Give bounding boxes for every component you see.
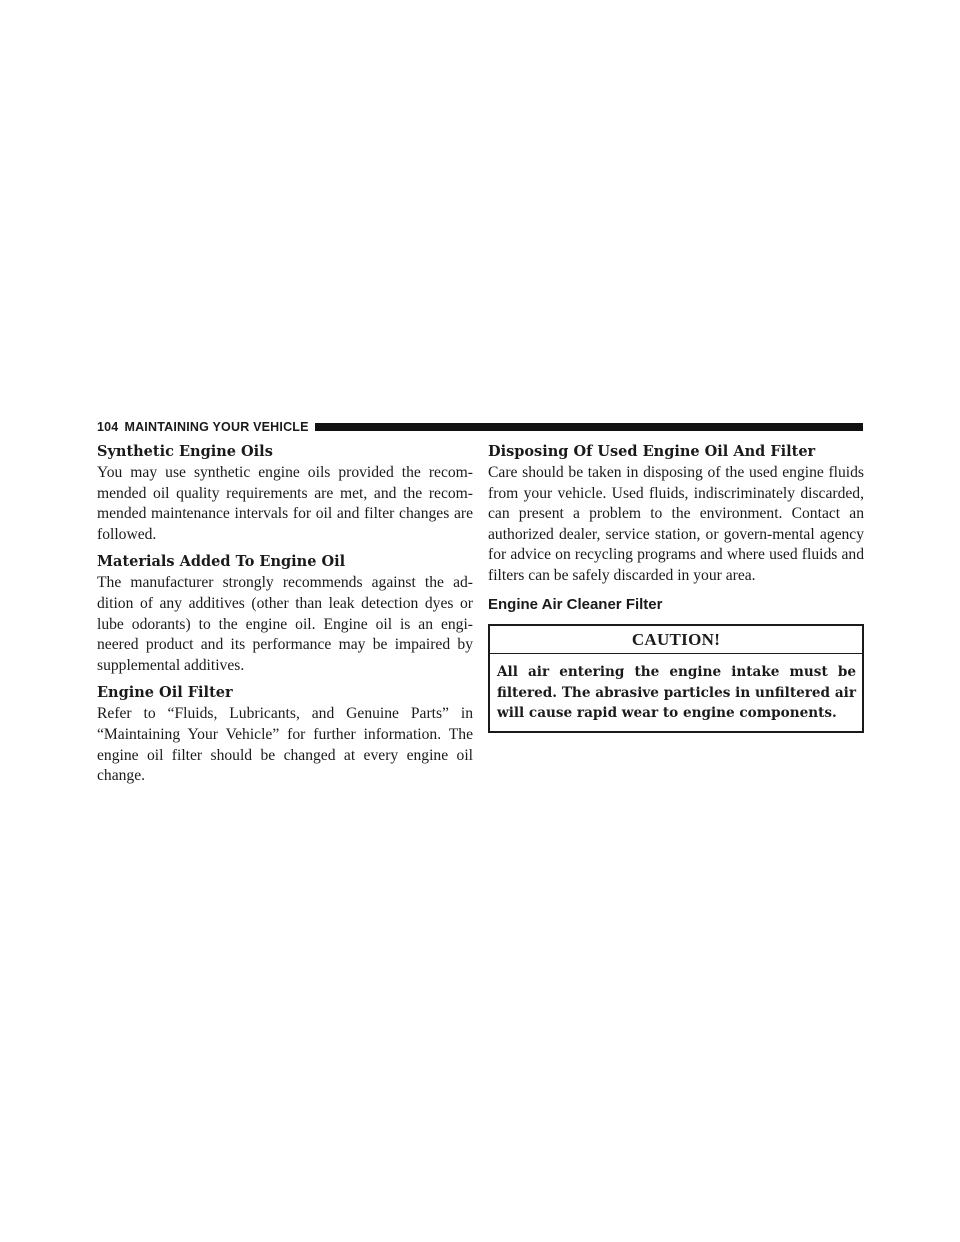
- paragraph-materials-added: The manufacturer strongly recommends against the ad-dition of any additives (other than leak detection dyes or lube odorants) to the engine oil. Engine oil is an engi-neered product and its performance may be impaired by supplemental additives.: [97, 574, 473, 674]
- left-column: [97, 442, 473, 794]
- heading-air-cleaner-filter: Engine Air Cleaner Filter: [488, 595, 663, 613]
- heading-materials-added: Materials Added To Engine Oil: [97, 553, 346, 571]
- section-title: MAINTAINING YOUR VEHICLE: [124, 420, 309, 434]
- paragraph-disposing-oil: Care should be taken in disposing of the used engine fluids from your vehicle. Used fluids, indiscriminately discarded, can present a problem to the environment. Contact an authorized dealer, service station, or govern-mental agency for advice on recycling programs and where used fluids and filters can be safely discarded in your area.: [488, 464, 864, 584]
- caution-body: All air entering the engine intake must be filtered. The abrasive particles in unfiltered air will cause rapid wear to engine components.: [497, 664, 856, 722]
- right-column: [488, 442, 864, 733]
- caution-box: [488, 624, 864, 733]
- heading-synthetic-engine-oils: Synthetic Engine Oils: [97, 443, 273, 460]
- page-number: 104: [97, 420, 119, 434]
- heading-disposing-oil: Disposing Of Used Engine Oil And Filter: [488, 443, 816, 460]
- paragraph-synthetic-engine-oils: You may use synthetic engine oils provided the recom-mended oil quality requirements are met, and the recom-mended maintenance intervals for oil and filter changes are followed.: [97, 464, 473, 543]
- caution-title: CAUTION!: [631, 629, 721, 649]
- header-rule: [315, 423, 863, 431]
- paragraph-engine-oil-filter: Refer to “Fluids, Lubricants, and Genuine Parts” in “Maintaining Your Vehicle” for further information. The engine oil filter should be changed at every engine oil change.: [97, 705, 473, 785]
- heading-engine-oil-filter: Engine Oil Filter: [97, 684, 233, 702]
- page-header: [97, 420, 863, 434]
